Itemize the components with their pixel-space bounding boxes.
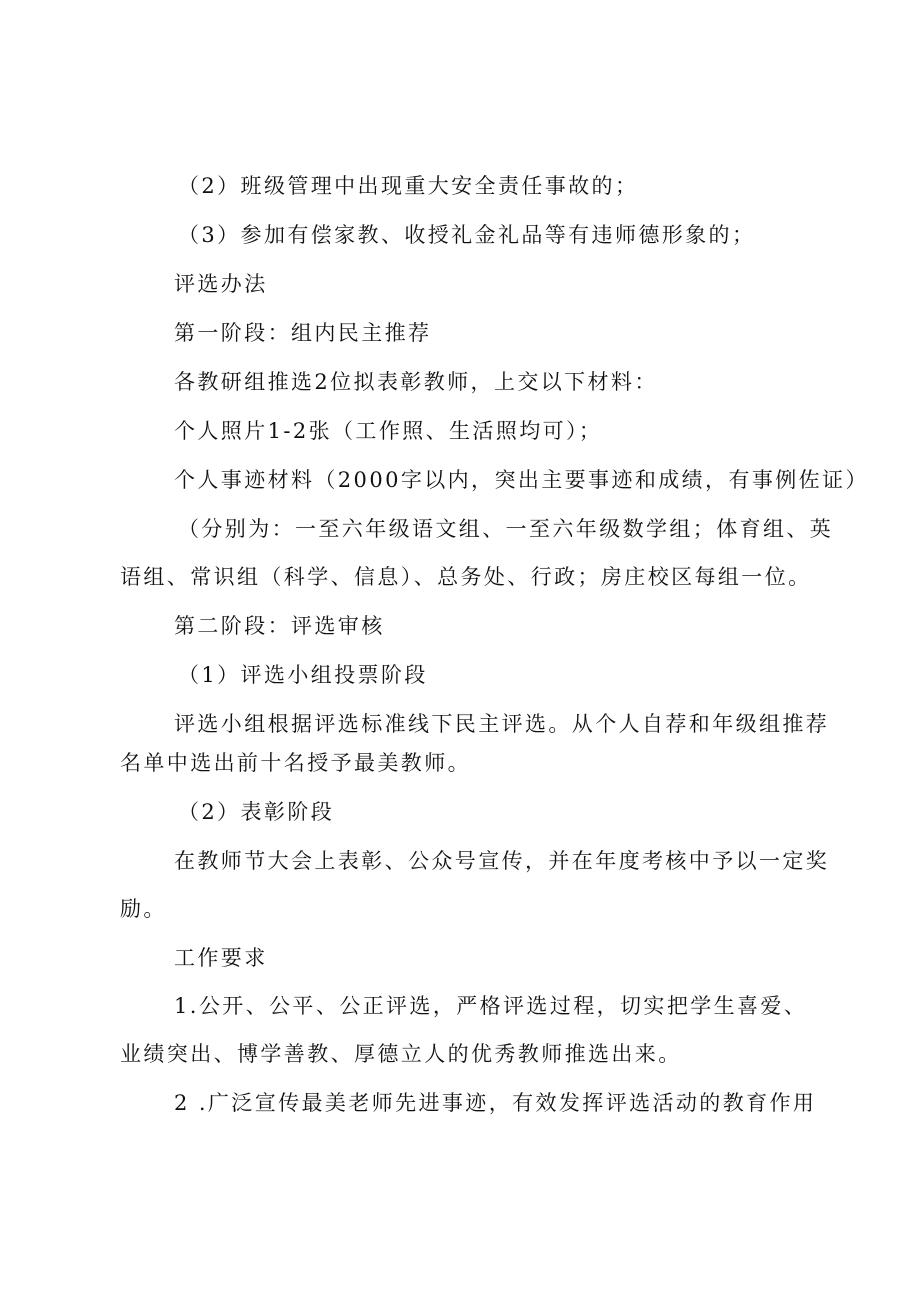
paragraph-deeds-material: 个人事迹材料（2000字以内，突出主要事迹和成绩，有事例佐证）	[174, 468, 869, 492]
paragraph-voting-line-1: 评选小组根据评选标准线下民主评选。从个人自荐和年级组推荐	[174, 712, 830, 736]
voting-stage-heading: （1）评选小组投票阶段	[178, 663, 428, 687]
stage-one-heading: 第一阶段：组内民主推荐	[174, 321, 432, 345]
paragraph-recommendation: 各教研组推选2位拟表彰教师，上交以下材料：	[174, 370, 658, 394]
paragraph-condition-3: （3）参加有偿家教、收授礼金礼品等有违师德形象的；	[178, 223, 756, 247]
paragraph-group-division-line-1: （分别为：一至六年级语文组、一至六年级数学组；体育组、英	[178, 517, 834, 541]
requirement-2-line-1: 2 .广泛宣传最美老师先进事迹，有效发挥评选活动的教育作用	[174, 1091, 817, 1115]
section-heading-selection-method: 评选办法	[174, 272, 268, 296]
paragraph-group-division-line-2: 语组、常识组（科学、信息）、总务处、行政；房庄校区每组一位。	[120, 565, 812, 589]
stage-two-heading: 第二阶段：评选审核	[174, 614, 385, 638]
paragraph-commendation-line-2: 励。	[120, 897, 167, 921]
paragraph-condition-2: （2）班级管理中出现重大安全责任事故的；	[178, 174, 639, 198]
requirement-1-line-2: 业绩突出、博学善教、厚德立人的优秀教师推选出来。	[120, 1042, 682, 1066]
requirement-1-line-1: 1.公开、公平、公正评选，严格评选过程，切实把学生喜爱、	[174, 994, 808, 1018]
section-heading-work-requirements: 工作要求	[174, 946, 268, 970]
paragraph-commendation-line-1: 在教师节大会上表彰、公众号宣传，并在年度考核中予以一定奖	[174, 849, 830, 873]
paragraph-photo-material: 个人照片1-2张（工作照、生活照均可）；	[174, 419, 603, 443]
paragraph-voting-line-2: 名单中选出前十名授予最美教师。	[120, 751, 471, 775]
commendation-stage-heading: （2）表彰阶段	[178, 800, 335, 824]
